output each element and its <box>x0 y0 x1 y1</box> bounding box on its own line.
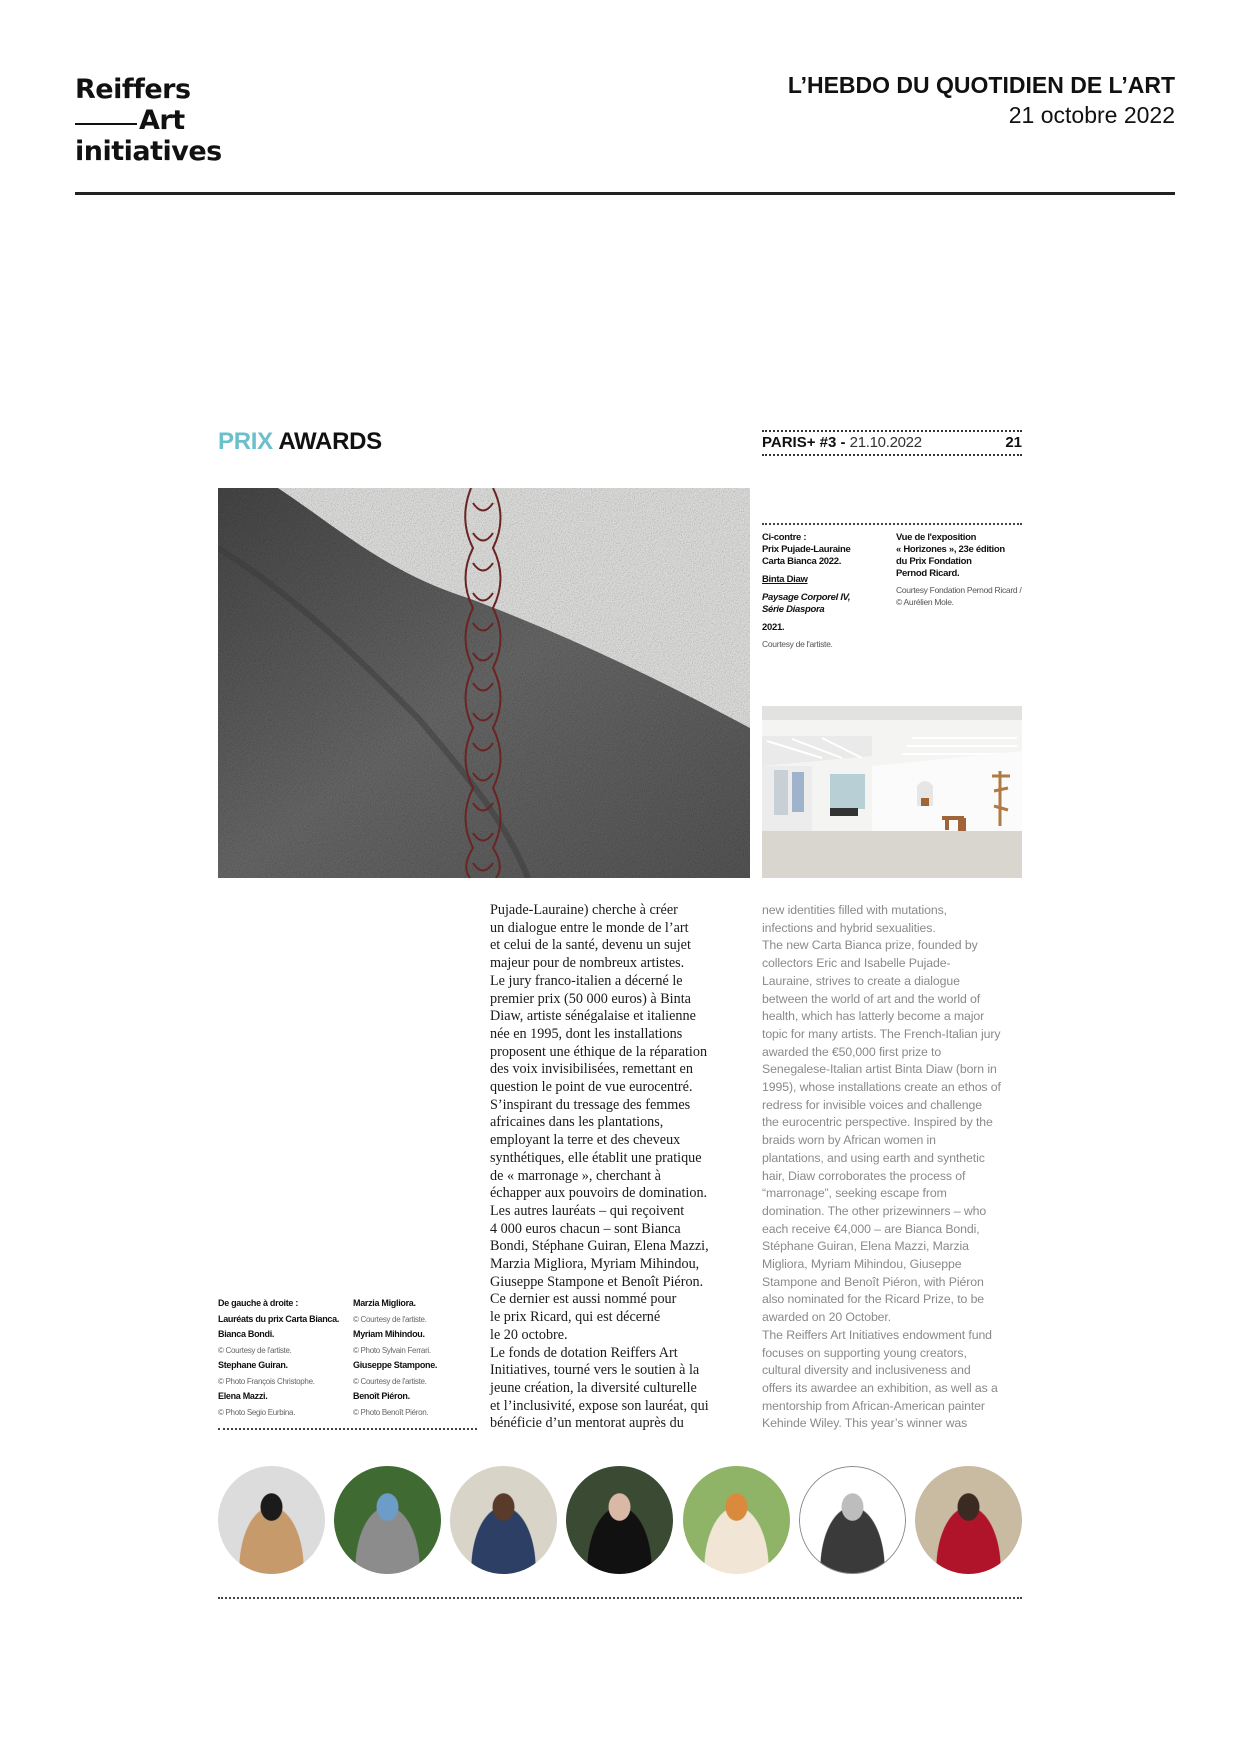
caption-artwork <box>762 532 882 650</box>
text-line: awarded the €50,000 first prize to <box>762 1044 942 1059</box>
text-line: plantations, and using earth and synthetic <box>762 1150 985 1165</box>
caption-work-title: Paysage Corporel IV, <box>762 592 851 603</box>
text-line: collectors Eric and Isabelle Pujade- <box>762 956 951 971</box>
text-line: échapper aux pouvoirs de domination. <box>490 1185 708 1202</box>
credit-name: Marzia Migliora. <box>353 1298 416 1308</box>
credits-divider <box>218 1428 477 1430</box>
credit-name: Bianca Bondi. <box>218 1329 275 1339</box>
exhibition-photo-horizones <box>762 706 1022 878</box>
caption-exhibition <box>896 532 1022 608</box>
text-line: focuses on supporting young creators, <box>762 1345 967 1360</box>
credit-source: © Courtesy de l'artiste. <box>353 1314 427 1324</box>
caption-artist-name: Binta Diaw <box>762 574 808 585</box>
artwork-photo-paysage-corporel <box>218 488 750 878</box>
text-line: Initiatives, tourné vers le soutien à la <box>490 1362 700 1379</box>
caption-line: « Horizones », 23e édition <box>896 544 1005 555</box>
credit-source: © Courtesy de l'artiste. <box>218 1345 292 1355</box>
text-line: 4 000 euros chacun – sont Bianca <box>490 1220 681 1237</box>
portrait-giuseppe-stampone <box>799 1466 906 1574</box>
text-line: The Reiffers Art Initiatives endowment fund <box>762 1327 992 1342</box>
text-line: Le jury franco-italien a décerné le <box>490 972 683 989</box>
text-line: synthétiques, elle établit une pratique <box>490 1149 702 1166</box>
text-line: Pujade-Lauraine) cherche à créer <box>490 902 678 918</box>
caption-divider <box>762 523 1022 525</box>
logo-line-3: initiatives <box>75 136 222 167</box>
credit-source: © Courtesy de l'artiste. <box>353 1376 427 1386</box>
text-line: S’inspirant du tressage des femmes <box>490 1096 691 1113</box>
text-line: employant la terre et des cheveux <box>490 1132 681 1149</box>
credits-intro: De gauche à droite : <box>218 1298 299 1308</box>
text-line: Lauraine, strives to create a dialogue <box>762 973 960 988</box>
article-body-english <box>762 902 1024 1433</box>
exhibition-illustration <box>762 706 1022 878</box>
publication-title: L’HEBDO DU QUOTIDIEN DE L’ART <box>787 72 1175 98</box>
text-line: hair, Diaw corroborates the process of <box>762 1168 966 1183</box>
credit-name: Myriam Mihindou. <box>353 1329 425 1339</box>
portrait-marzia-migliora <box>566 1466 673 1574</box>
credit-name: Elena Mazzi. <box>218 1391 268 1401</box>
issue-banner <box>762 430 1022 456</box>
portrait-myriam-mihindou <box>683 1466 790 1574</box>
text-line: also nominated for the Ricard Prize, to be <box>762 1292 985 1307</box>
text-line: the eurocentric perspective. Inspired by the <box>762 1115 993 1130</box>
section-title <box>218 428 382 456</box>
text-line: awarded on 20 October. <box>762 1310 892 1325</box>
text-line: topic for many artists. The French-Italian jury <box>762 1026 1001 1041</box>
caption-line: Vue de l'exposition <box>896 532 977 543</box>
credit-source: © Photo Segio Eurbina. <box>218 1407 296 1417</box>
caption-credit: Courtesy de l'artiste. <box>762 639 833 649</box>
text-line: Giuseppe Stampone et Benoît Piéron. <box>490 1273 704 1290</box>
text-line: between the world of art and the world of <box>762 991 981 1006</box>
text-line: each receive €4,000 – are Bianca Bondi, <box>762 1221 980 1236</box>
credits-intro: Lauréats du prix Carta Bianca. <box>218 1313 340 1324</box>
caption-line: Pernod Ricard. <box>896 568 960 579</box>
text-line: 1995), whose installations create an ethos of <box>762 1080 1001 1095</box>
credit-name: Benoît Piéron. <box>353 1391 410 1401</box>
text-line: jeune création, la diversité culturelle <box>490 1379 697 1396</box>
logo-line-1: Reiffers <box>75 74 191 105</box>
artwork-illustration <box>218 488 750 878</box>
text-line: née en 1995, dont les installations <box>490 1025 683 1042</box>
text-line: et celui de la santé, devenu un sujet <box>490 937 691 954</box>
text-line: offers its awardee an exhibition, as well as a <box>762 1380 998 1395</box>
text-line: “marronage”, seeking escape from <box>762 1186 947 1201</box>
caption-line: Carta Bianca 2022. <box>762 556 842 567</box>
caption-line: Ci-contre : <box>762 532 807 543</box>
text-line: Bondi, Stéphane Guiran, Elena Mazzi, <box>490 1238 709 1255</box>
text-line: proposent une éthique de la réparation <box>490 1043 708 1060</box>
text-line: health, which has latterly become a major <box>762 1009 985 1024</box>
text-line: de « marronage », cherchant à <box>490 1167 661 1184</box>
caption-credit: Courtesy Fondation Pernod Ricard / © Aurélien Mole. <box>896 585 1022 607</box>
text-line: Stéphane Guiran, Elena Mazzi, Marzia <box>762 1239 969 1254</box>
section-accent: PRIX <box>218 428 273 455</box>
portrait-elena-mazzi <box>450 1466 557 1574</box>
issue-date: 21.10.2022 <box>849 434 922 451</box>
reiffers-art-initiatives-logo <box>75 74 222 167</box>
portrait-credits-right <box>353 1296 473 1420</box>
text-line: Migliora, Myriam Mihindou, Giuseppe <box>762 1257 962 1272</box>
text-line: le prix Ricard, qui est décerné <box>490 1309 661 1326</box>
text-line: domination. The other prizewinners – who <box>762 1203 987 1218</box>
text-line: le 20 octobre. <box>490 1326 568 1343</box>
text-line: premier prix (50 000 euros) à Binta <box>490 990 691 1007</box>
text-line: Kehinde Wiley. This year’s winner was <box>762 1416 968 1431</box>
text-line: redress for invisible voices and challenge <box>762 1097 982 1112</box>
credit-name: Giuseppe Stampone. <box>353 1360 438 1370</box>
publication-date: 21 octobre 2022 <box>1008 102 1175 128</box>
caption-year: 2021. <box>762 622 785 633</box>
credit-source: © Photo Sylvain Ferrari. <box>353 1345 431 1355</box>
logo-line-2: Art <box>139 105 185 136</box>
logo-dash <box>75 123 137 125</box>
section-label: AWARDS <box>278 428 382 455</box>
portrait-credits-left <box>218 1296 348 1420</box>
text-line: Les autres lauréats – qui reçoivent <box>490 1202 685 1219</box>
text-line: Senegalese-Italian artist Binta Diaw (born in <box>762 1062 997 1077</box>
text-line: infections and hybrid sexualities. <box>762 920 936 935</box>
portrait-benoit-pieron <box>915 1466 1022 1574</box>
text-line: question le point de vue eurocentré. <box>490 1079 693 1096</box>
caption-line: Prix Pujade-Lauraine <box>762 544 851 555</box>
text-line: Diaw, artiste sénégalaise et italienne <box>490 1008 696 1025</box>
text-line: bénéficie d’un mentorat auprès du <box>490 1415 684 1432</box>
credit-source: © Photo Benoît Piéron. <box>353 1407 429 1417</box>
text-line: Le fonds de dotation Reiffers Art <box>490 1344 678 1361</box>
text-line: africaines dans les plantations, <box>490 1114 664 1131</box>
text-line: des voix invisibilisées, remettant en <box>490 1061 693 1078</box>
portrait-bianca-bondi <box>218 1466 325 1574</box>
text-line: cultural diversity and inclusiveness and <box>762 1363 971 1378</box>
text-line: new identities filled with mutations, <box>762 903 947 917</box>
credit-source: © Photo François Christophe. <box>218 1376 315 1386</box>
issue-label: PARIS+ #3 - <box>762 434 850 451</box>
text-line: majeur pour de nombreux artistes. <box>490 955 685 972</box>
laureate-portraits <box>218 1466 1022 1574</box>
header-divider <box>75 192 1175 195</box>
portrait-stephane-guiran <box>334 1466 441 1574</box>
text-line: un dialogue entre le monde de l’art <box>490 919 689 936</box>
article-body-french <box>490 902 752 1433</box>
text-line: et l’inclusivité, expose son lauréat, qui <box>490 1397 709 1414</box>
text-line: braids worn by African women in <box>762 1133 936 1148</box>
page-number: 21 <box>1005 434 1022 451</box>
bottom-divider <box>218 1597 1022 1599</box>
text-line: Ce dernier est aussi nommé pour <box>490 1291 677 1308</box>
text-line: The new Carta Bianca prize, founded by <box>762 938 978 953</box>
text-line: Stampone and Benoît Piéron, with Piéron <box>762 1274 984 1289</box>
caption-work-series: Série Diaspora <box>762 604 825 615</box>
text-line: mentorship from African-American painter <box>762 1398 985 1413</box>
text-line: Marzia Migliora, Myriam Mihindou, <box>490 1256 700 1273</box>
caption-line: du Prix Fondation <box>896 556 972 567</box>
credit-name: Stephane Guiran. <box>218 1360 288 1370</box>
